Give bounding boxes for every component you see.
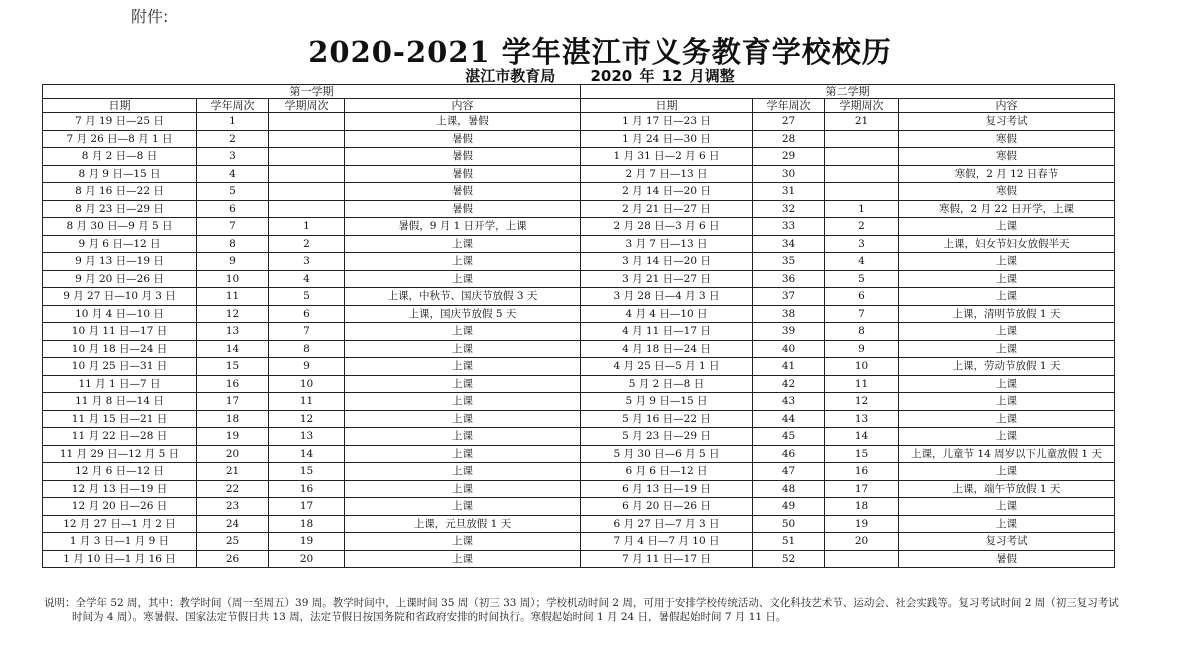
date-1-cell: 11 月 1 日—7 日 <box>43 375 197 393</box>
year-week-2-cell: 52 <box>753 550 825 568</box>
year-week-2-cell: 40 <box>753 340 825 358</box>
date-2-cell: 7 月 11 日—17 日 <box>581 550 753 568</box>
content-1-cell: 暑假 <box>345 165 581 183</box>
table-row <box>43 393 1115 411</box>
term-week-1-cell: 19 <box>269 533 345 551</box>
term-week-2-cell <box>825 550 899 568</box>
date-2-cell: 5 月 16 日—22 日 <box>581 410 753 428</box>
year-week-2-cell: 30 <box>753 165 825 183</box>
term-week-2-cell: 14 <box>825 428 899 446</box>
date-1-cell: 8 月 30 日—9 月 5 日 <box>43 218 197 236</box>
year-week-2-cell: 46 <box>753 445 825 463</box>
content-1-cell: 暑假 <box>345 183 581 201</box>
date-2-cell: 6 月 13 日—19 日 <box>581 480 753 498</box>
date-2-cell: 4 月 11 日—17 日 <box>581 323 753 341</box>
content-1-cell: 上课，国庆节放假 5 天 <box>345 305 581 323</box>
year-week-2-cell: 32 <box>753 200 825 218</box>
term-week-2-cell: 6 <box>825 288 899 306</box>
date-2-cell: 4 月 18 日—24 日 <box>581 340 753 358</box>
content-2-cell: 上课 <box>899 515 1115 533</box>
year-week-2-cell: 51 <box>753 533 825 551</box>
content-1-cell: 上课 <box>345 410 581 428</box>
term-week-2-cell: 21 <box>825 113 899 131</box>
content-2-cell: 复习考试 <box>899 533 1115 551</box>
column-header: 学期周次 <box>825 99 899 113</box>
notes <box>44 596 1124 624</box>
date-2-cell: 1 月 24 日—30 日 <box>581 130 753 148</box>
term-week-2-cell: 11 <box>825 375 899 393</box>
date-2-cell: 3 月 28 日—4 月 3 日 <box>581 288 753 306</box>
date-1-cell: 9 月 6 日—12 日 <box>43 235 197 253</box>
term-week-1-cell <box>269 148 345 166</box>
table-row <box>43 218 1115 236</box>
term-week-1-cell: 12 <box>269 410 345 428</box>
year-week-1-cell: 8 <box>197 235 269 253</box>
content-1-cell: 上课 <box>345 253 581 271</box>
column-header: 内容 <box>899 99 1115 113</box>
table-row <box>43 463 1115 481</box>
date-1-cell: 9 月 27 日—10 月 3 日 <box>43 288 197 306</box>
term-week-1-cell: 16 <box>269 480 345 498</box>
table-row <box>43 288 1115 306</box>
table-row <box>43 148 1115 166</box>
table-row <box>43 550 1115 568</box>
date-1-cell: 8 月 9 日—15 日 <box>43 165 197 183</box>
table-row <box>43 270 1115 288</box>
term-week-1-cell: 15 <box>269 463 345 481</box>
subtitle <box>0 65 1200 86</box>
year-week-1-cell: 26 <box>197 550 269 568</box>
date-1-cell: 10 月 11 日—17 日 <box>43 323 197 341</box>
content-1-cell: 上课 <box>345 550 581 568</box>
table-row <box>43 498 1115 516</box>
date-2-cell: 5 月 30 日—6 月 5 日 <box>581 445 753 463</box>
term-week-2-cell <box>825 183 899 201</box>
content-1-cell: 上课 <box>345 498 581 516</box>
year-week-2-cell: 36 <box>753 270 825 288</box>
semester-1-header: 第一学期 <box>43 85 581 99</box>
term-week-2-cell: 4 <box>825 253 899 271</box>
term-week-2-cell: 18 <box>825 498 899 516</box>
term-week-1-cell <box>269 113 345 131</box>
table-row <box>43 323 1115 341</box>
term-week-1-cell: 10 <box>269 375 345 393</box>
content-2-cell: 上课 <box>899 428 1115 446</box>
term-week-2-cell: 16 <box>825 463 899 481</box>
date-1-cell: 9 月 20 日—26 日 <box>43 270 197 288</box>
date-2-cell: 5 月 23 日—29 日 <box>581 428 753 446</box>
date-1-cell: 8 月 23 日—29 日 <box>43 200 197 218</box>
date-1-cell: 11 月 22 日—28 日 <box>43 428 197 446</box>
table-row <box>43 305 1115 323</box>
content-2-cell: 上课 <box>899 340 1115 358</box>
year-week-2-cell: 27 <box>753 113 825 131</box>
term-week-2-cell: 3 <box>825 235 899 253</box>
year-week-2-cell: 48 <box>753 480 825 498</box>
date-1-cell: 11 月 8 日—14 日 <box>43 393 197 411</box>
date-2-cell: 6 月 20 日—26 日 <box>581 498 753 516</box>
year-week-1-cell: 1 <box>197 113 269 131</box>
content-2-cell: 上课 <box>899 498 1115 516</box>
date-1-cell: 7 月 26 日—8 月 1 日 <box>43 130 197 148</box>
year-week-1-cell: 14 <box>197 340 269 358</box>
content-1-cell: 上课 <box>345 480 581 498</box>
content-1-cell: 上课 <box>345 445 581 463</box>
year-week-1-cell: 10 <box>197 270 269 288</box>
year-week-1-cell: 24 <box>197 515 269 533</box>
date-1-cell: 9 月 13 日—19 日 <box>43 253 197 271</box>
term-week-1-cell <box>269 183 345 201</box>
date-1-cell: 8 月 16 日—22 日 <box>43 183 197 201</box>
attachment-label: 附件: <box>131 7 169 26</box>
year-week-1-cell: 20 <box>197 445 269 463</box>
content-2-cell: 寒假，2 月 12 日春节 <box>899 165 1115 183</box>
date-1-cell: 10 月 4 日—10 日 <box>43 305 197 323</box>
content-2-cell: 上课 <box>899 218 1115 236</box>
term-week-2-cell <box>825 148 899 166</box>
year-week-1-cell: 3 <box>197 148 269 166</box>
table-row <box>43 165 1115 183</box>
term-week-1-cell: 2 <box>269 235 345 253</box>
content-1-cell: 上课 <box>345 358 581 376</box>
term-week-2-cell: 5 <box>825 270 899 288</box>
date-2-cell: 2 月 7 日—13 日 <box>581 165 753 183</box>
date-2-cell: 3 月 14 日—20 日 <box>581 253 753 271</box>
table-row <box>43 410 1115 428</box>
content-2-cell: 寒假 <box>899 130 1115 148</box>
term-week-1-cell <box>269 165 345 183</box>
content-2-cell: 上课 <box>899 253 1115 271</box>
date-1-cell: 1 月 10 日—1 月 16 日 <box>43 550 197 568</box>
date-1-cell: 12 月 20 日—26 日 <box>43 498 197 516</box>
term-week-1-cell: 1 <box>269 218 345 236</box>
year-week-1-cell: 12 <box>197 305 269 323</box>
year-week-1-cell: 22 <box>197 480 269 498</box>
table-row <box>43 183 1115 201</box>
content-1-cell: 上课，元旦放假 1 天 <box>345 515 581 533</box>
table-row <box>43 130 1115 148</box>
table-row <box>43 375 1115 393</box>
table-row <box>43 253 1115 271</box>
content-1-cell: 暑假 <box>345 130 581 148</box>
table-row <box>43 480 1115 498</box>
term-week-2-cell: 9 <box>825 340 899 358</box>
content-2-cell: 上课，端午节放假 1 天 <box>899 480 1115 498</box>
column-header: 学年周次 <box>197 99 269 113</box>
column-header: 内容 <box>345 99 581 113</box>
content-1-cell: 上课 <box>345 375 581 393</box>
date-2-cell: 6 月 27 日—7 月 3 日 <box>581 515 753 533</box>
term-week-2-cell <box>825 165 899 183</box>
date-2-cell: 3 月 21 日—27 日 <box>581 270 753 288</box>
term-week-2-cell <box>825 130 899 148</box>
table-row <box>43 200 1115 218</box>
term-week-2-cell: 17 <box>825 480 899 498</box>
column-header: 学期周次 <box>269 99 345 113</box>
year-week-1-cell: 16 <box>197 375 269 393</box>
year-week-2-cell: 49 <box>753 498 825 516</box>
content-1-cell: 上课 <box>345 340 581 358</box>
year-week-1-cell: 5 <box>197 183 269 201</box>
year-week-2-cell: 43 <box>753 393 825 411</box>
year-week-2-cell: 39 <box>753 323 825 341</box>
year-week-1-cell: 4 <box>197 165 269 183</box>
year-week-1-cell: 15 <box>197 358 269 376</box>
term-week-2-cell: 1 <box>825 200 899 218</box>
content-1-cell: 上课 <box>345 428 581 446</box>
table-row <box>43 533 1115 551</box>
content-1-cell: 上课，暑假 <box>345 113 581 131</box>
year-week-1-cell: 23 <box>197 498 269 516</box>
year-week-1-cell: 7 <box>197 218 269 236</box>
term-week-1-cell: 6 <box>269 305 345 323</box>
year-week-1-cell: 17 <box>197 393 269 411</box>
year-week-1-cell: 25 <box>197 533 269 551</box>
content-2-cell: 上课 <box>899 463 1115 481</box>
content-1-cell: 暑假 <box>345 148 581 166</box>
table-row <box>43 113 1115 131</box>
document-title: 2020-2021 学年湛江市义务教育学校校历 <box>308 35 892 69</box>
column-header: 学年周次 <box>753 99 825 113</box>
content-1-cell: 上课 <box>345 463 581 481</box>
date-2-cell: 2 月 28 日—3 月 6 日 <box>581 218 753 236</box>
term-week-2-cell: 20 <box>825 533 899 551</box>
column-header: 日期 <box>581 99 753 113</box>
date-1-cell: 1 月 3 日—1 月 9 日 <box>43 533 197 551</box>
term-week-2-cell: 13 <box>825 410 899 428</box>
term-week-1-cell: 11 <box>269 393 345 411</box>
date-1-cell: 10 月 18 日—24 日 <box>43 340 197 358</box>
year-week-2-cell: 28 <box>753 130 825 148</box>
adjust-note: 2020 年 12 月调整 <box>590 67 735 85</box>
year-week-2-cell: 38 <box>753 305 825 323</box>
content-2-cell: 复习考试 <box>899 113 1115 131</box>
date-2-cell: 7 月 4 日—7 月 10 日 <box>581 533 753 551</box>
column-header: 日期 <box>43 99 197 113</box>
content-2-cell: 寒假 <box>899 183 1115 201</box>
term-week-1-cell: 3 <box>269 253 345 271</box>
term-week-1-cell: 20 <box>269 550 345 568</box>
year-week-2-cell: 37 <box>753 288 825 306</box>
date-1-cell: 8 月 2 日—8 日 <box>43 148 197 166</box>
date-2-cell: 1 月 31 日—2 月 6 日 <box>581 148 753 166</box>
term-week-1-cell: 5 <box>269 288 345 306</box>
term-week-2-cell: 7 <box>825 305 899 323</box>
year-week-1-cell: 13 <box>197 323 269 341</box>
issuer: 湛江市教育局 <box>465 67 556 85</box>
table-row <box>43 515 1115 533</box>
term-week-1-cell: 4 <box>269 270 345 288</box>
table-row <box>43 358 1115 376</box>
year-week-1-cell: 9 <box>197 253 269 271</box>
term-week-2-cell: 12 <box>825 393 899 411</box>
calendar-table <box>42 84 1115 568</box>
content-2-cell: 上课，儿童节 14 周岁以下儿童放假 1 天 <box>899 445 1115 463</box>
term-week-2-cell: 2 <box>825 218 899 236</box>
date-2-cell: 4 月 4 日—10 日 <box>581 305 753 323</box>
term-week-1-cell: 9 <box>269 358 345 376</box>
content-1-cell: 暑假 <box>345 200 581 218</box>
term-week-1-cell: 7 <box>269 323 345 341</box>
content-2-cell: 上课 <box>899 393 1115 411</box>
year-week-2-cell: 31 <box>753 183 825 201</box>
table-row <box>43 235 1115 253</box>
table-row <box>43 445 1115 463</box>
date-1-cell: 10 月 25 日—31 日 <box>43 358 197 376</box>
date-2-cell: 4 月 25 日—5 月 1 日 <box>581 358 753 376</box>
year-week-2-cell: 41 <box>753 358 825 376</box>
date-1-cell: 12 月 27 日—1 月 2 日 <box>43 515 197 533</box>
content-2-cell: 上课 <box>899 410 1115 428</box>
content-2-cell: 上课 <box>899 323 1115 341</box>
year-week-2-cell: 45 <box>753 428 825 446</box>
date-1-cell: 12 月 13 日—19 日 <box>43 480 197 498</box>
year-week-2-cell: 42 <box>753 375 825 393</box>
content-1-cell: 上课 <box>345 533 581 551</box>
year-week-1-cell: 21 <box>197 463 269 481</box>
date-2-cell: 3 月 7 日—13 日 <box>581 235 753 253</box>
year-week-2-cell: 33 <box>753 218 825 236</box>
term-week-1-cell: 8 <box>269 340 345 358</box>
year-week-2-cell: 29 <box>753 148 825 166</box>
content-1-cell: 上课 <box>345 270 581 288</box>
content-2-cell: 上课，清明节放假 1 天 <box>899 305 1115 323</box>
date-2-cell: 2 月 21 日—27 日 <box>581 200 753 218</box>
content-2-cell: 上课，妇女节妇女放假半天 <box>899 235 1115 253</box>
year-week-2-cell: 47 <box>753 463 825 481</box>
date-2-cell: 6 月 6 日—12 日 <box>581 463 753 481</box>
term-week-1-cell <box>269 200 345 218</box>
year-week-1-cell: 2 <box>197 130 269 148</box>
year-week-2-cell: 50 <box>753 515 825 533</box>
year-week-1-cell: 18 <box>197 410 269 428</box>
content-1-cell: 暑假，9 月 1 日开学，上课 <box>345 218 581 236</box>
year-week-2-cell: 35 <box>753 253 825 271</box>
year-week-1-cell: 11 <box>197 288 269 306</box>
content-1-cell: 上课，中秋节、国庆节放假 3 天 <box>345 288 581 306</box>
date-2-cell: 2 月 14 日—20 日 <box>581 183 753 201</box>
term-week-1-cell: 14 <box>269 445 345 463</box>
content-2-cell: 上课 <box>899 375 1115 393</box>
date-1-cell: 11 月 29 日—12 月 5 日 <box>43 445 197 463</box>
date-1-cell: 7 月 19 日—25 日 <box>43 113 197 131</box>
date-2-cell: 5 月 9 日—15 日 <box>581 393 753 411</box>
term-week-2-cell: 19 <box>825 515 899 533</box>
content-2-cell: 寒假 <box>899 148 1115 166</box>
content-2-cell: 上课 <box>899 270 1115 288</box>
term-week-1-cell: 17 <box>269 498 345 516</box>
term-week-2-cell: 15 <box>825 445 899 463</box>
year-week-1-cell: 6 <box>197 200 269 218</box>
table-row <box>43 428 1115 446</box>
term-week-1-cell <box>269 130 345 148</box>
term-week-2-cell: 10 <box>825 358 899 376</box>
year-week-2-cell: 44 <box>753 410 825 428</box>
term-week-1-cell: 13 <box>269 428 345 446</box>
term-week-1-cell: 18 <box>269 515 345 533</box>
content-1-cell: 上课 <box>345 323 581 341</box>
content-1-cell: 上课 <box>345 235 581 253</box>
content-1-cell: 上课 <box>345 393 581 411</box>
date-1-cell: 11 月 15 日—21 日 <box>43 410 197 428</box>
date-2-cell: 5 月 2 日—8 日 <box>581 375 753 393</box>
content-2-cell: 上课，劳动节放假 1 天 <box>899 358 1115 376</box>
content-2-cell: 暑假 <box>899 550 1115 568</box>
table-row <box>43 340 1115 358</box>
content-2-cell: 上课 <box>899 288 1115 306</box>
note-line: 说明：全学年 52 周，其中：教学时间（周一至周五）39 周。教学时间中，上课时间 35 周（初三 33 周）；学校机动时间 2 周，可用于安排学校传统活动、文化科技艺术节、运动会、社会实践等。复习考试时间 2 周（初三复习考试时间为 4 周）。寒暑假、国家法定节假日共 13 周，法定节假日按国务院和省政府安排的时间执行。寒假起始时间 1 月 24 日，暑假起始时间 7 月 11 日。 <box>44 597 1119 623</box>
date-1-cell: 12 月 6 日—12 日 <box>43 463 197 481</box>
year-week-2-cell: 34 <box>753 235 825 253</box>
date-2-cell: 1 月 17 日—23 日 <box>581 113 753 131</box>
content-2-cell: 寒假，2 月 22 日开学，上课 <box>899 200 1115 218</box>
year-week-1-cell: 19 <box>197 428 269 446</box>
term-week-2-cell: 8 <box>825 323 899 341</box>
semester-2-header: 第二学期 <box>581 85 1115 99</box>
